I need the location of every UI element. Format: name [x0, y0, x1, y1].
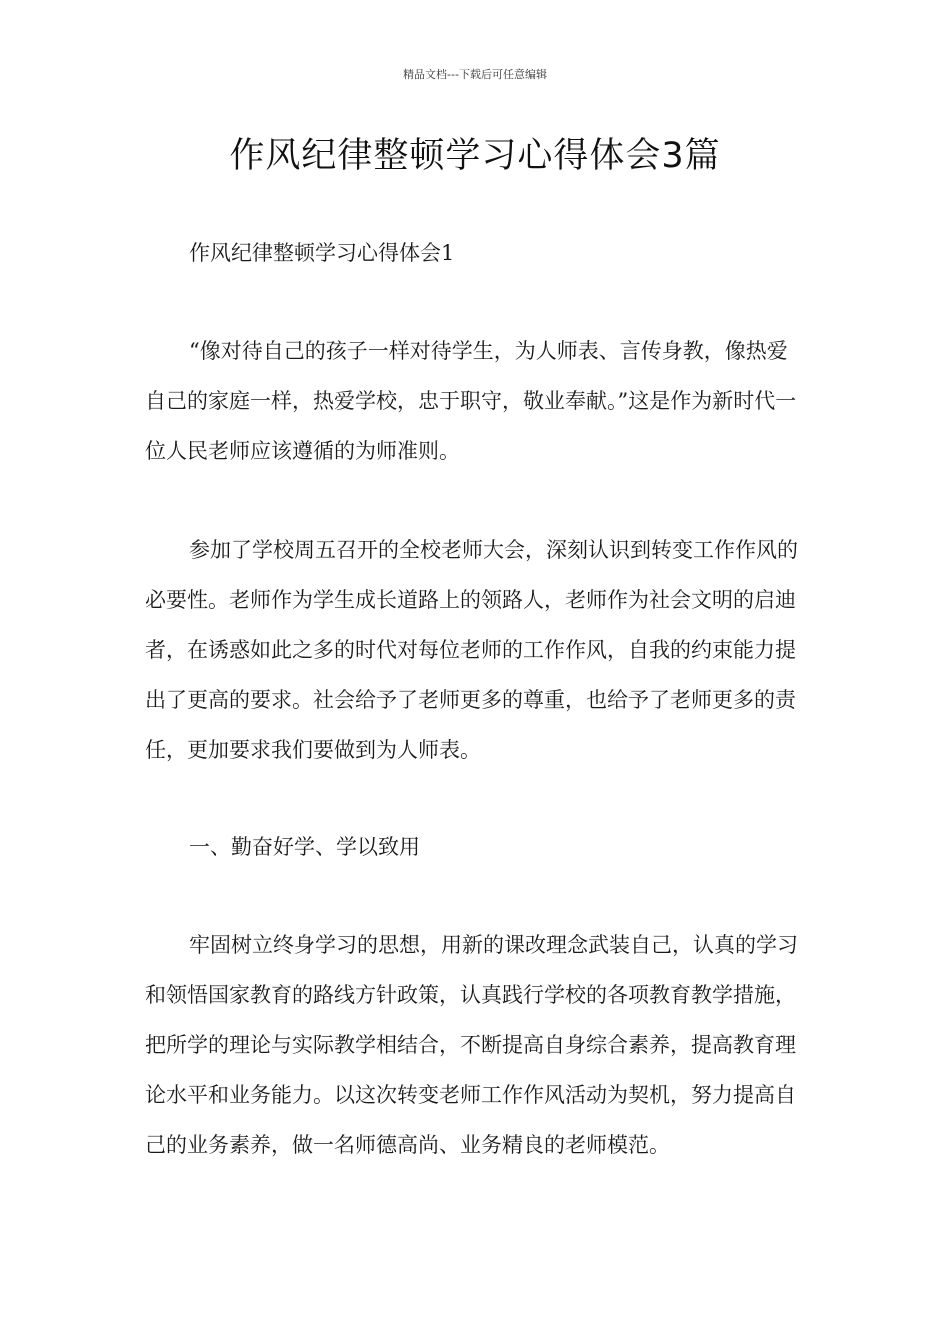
paragraph-2: 参加了学校周五召开的全校老师大会，深刻认识到转变工作作风的必要性。老师作为学生成长道路上的领路人，老师作为社会文明的启迪者，在诱惑如此之多的时代对每位老师的工作作风，自我的约束能力提出了更高的要求。社会给予了老师更多的尊重，也给予了老师更多的责任，更加要求我们要做到为人师表。: [145, 538, 798, 762]
paragraph-3: 牢固树立终身学习的思想，用新的课改理念武装自己，认真的学习和领悟国家教育的路线方针政策，认真践行学校的各项教育教学措施，把所学的理论与实际教学相结合，不断提高自身综合素养，提高教育理论水平和业务能力。以这次转变老师工作作风活动为契机，努力提高自己的业务素养，做一名师德高尚、业务精良的老师模范。: [145, 933, 798, 1157]
header-note: 精品文档---下载后可任意编辑: [403, 68, 547, 81]
section-heading: 作风纪律整顿学习心得体会1: [189, 241, 455, 265]
document-title: 作风纪律整顿学习心得体会3篇: [229, 136, 721, 176]
subheading-1: 一、勤奋好学、学以致用: [189, 835, 420, 859]
paragraph-1: “像对待自己的孩子一样对待学生，为人师表、言传身教，像热爱自己的家庭一样，热爱学校，忠于职守，敬业奉献。”这是作为新时代一位人民老师应该遵循的为师准则。: [145, 339, 797, 463]
